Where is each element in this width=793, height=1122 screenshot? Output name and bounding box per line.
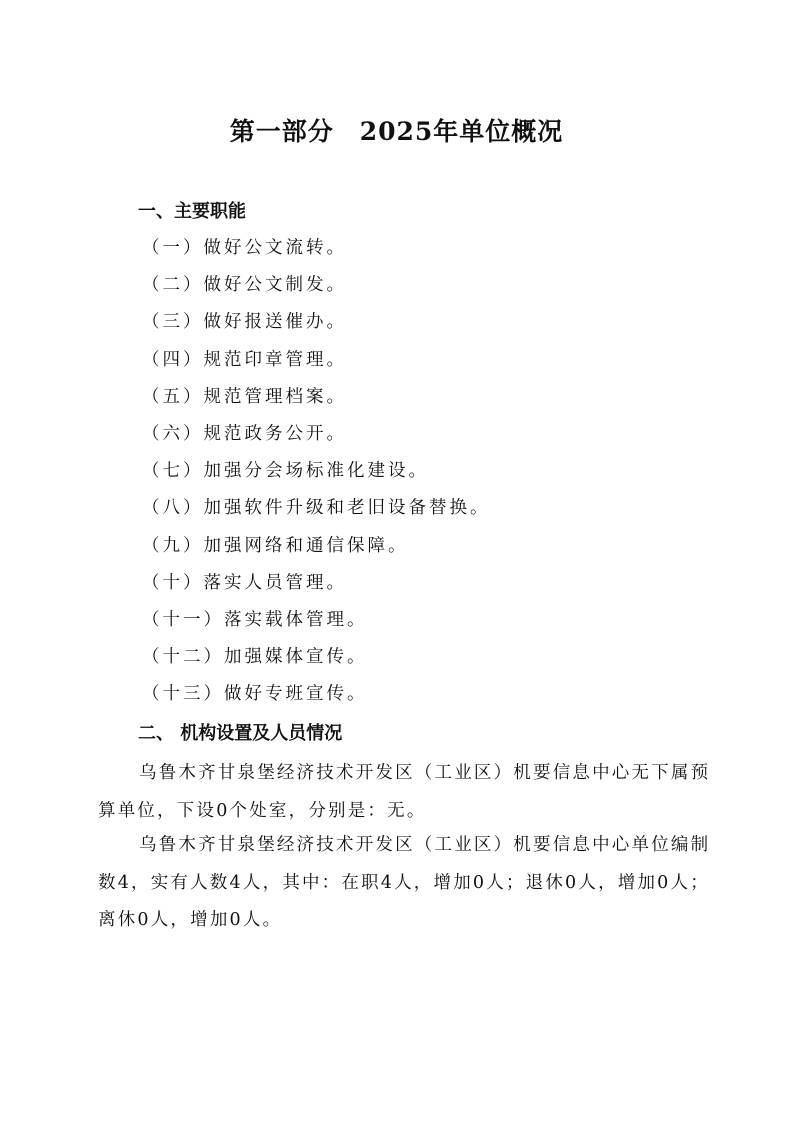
- section-heading-organization: 二、 机构设置及人员情况: [138, 723, 343, 744]
- list-item: （十二）加强媒体宣传。: [142, 647, 368, 668]
- list-item: （六）规范政务公开。: [142, 423, 347, 444]
- list-item: （八）加强软件升级和老旧设备替换。: [142, 498, 491, 519]
- list-item: （七）加强分会场标准化建设。: [142, 461, 429, 482]
- list-item: （十）落实人员管理。: [142, 572, 347, 593]
- list-item: （四）规范印章管理。: [142, 349, 347, 370]
- function-list: [142, 236, 491, 719]
- staffing-paragraph: 乌鲁木齐甘泉堡经济技术开发区（工业区）机要信息中心单位编制数4，实有人数4人，其中：在职4人，增加0人；退休0人，增加0人；离休0人，增加0人。: [98, 835, 711, 930]
- section-heading-main-functions: 一、主要职能: [138, 201, 246, 222]
- page-title: 第一部分 2025年单位概况: [229, 117, 564, 146]
- list-item: （五）规范管理档案。: [142, 386, 347, 407]
- organization-paragraph: 乌鲁木齐甘泉堡经济技术开发区（工业区）机要信息中心无下属预算单位，下设0个处室，分别是：无。: [98, 763, 711, 821]
- list-item: （三）做好报送催办。: [142, 312, 347, 333]
- list-item: （九）加强网络和通信保障。: [142, 535, 409, 556]
- list-item: （一）做好公文流转。: [142, 238, 347, 258]
- list-item: （十一）落实载体管理。: [142, 609, 368, 630]
- list-item: （十三）做好专班宣传。: [142, 684, 368, 705]
- list-item: （二）做好公文制发。: [142, 275, 347, 296]
